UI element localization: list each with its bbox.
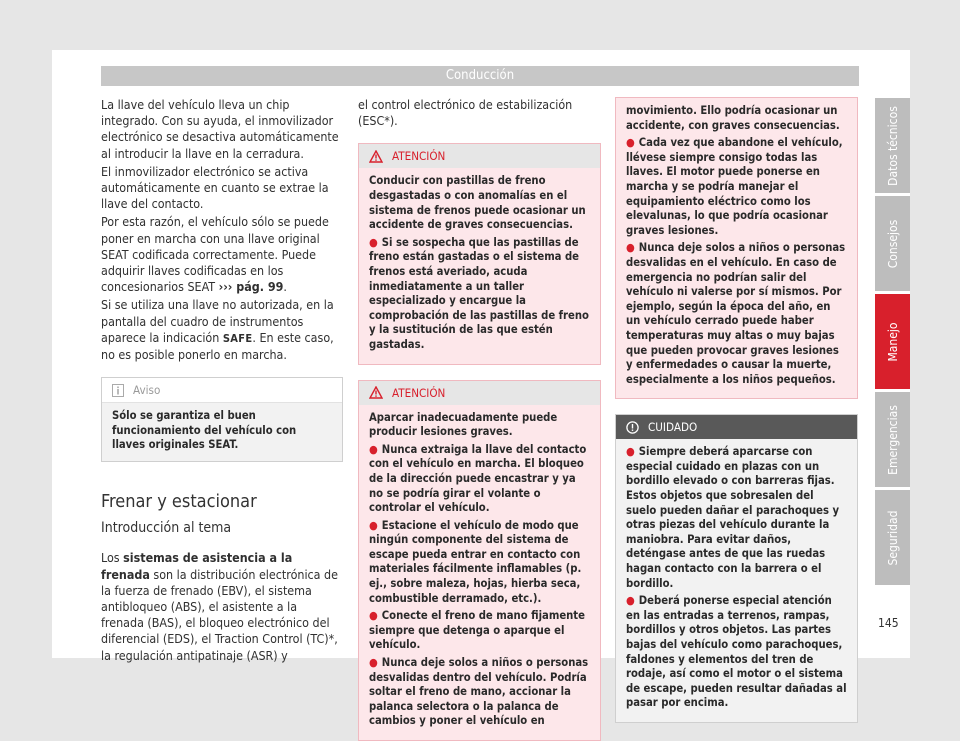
- bullet-item: [369, 236, 590, 353]
- bullet-item: [626, 445, 847, 591]
- bullet-text: Cada vez que abandone el vehículo, llévese siempre consigo todas las llaves. El motor puede ponerse en marcha y se podría manejar el equipamiento eléctrico como los elevalunas, lo que podría ocasionar graves lesiones.: [626, 136, 843, 237]
- atencion-box-2: [358, 380, 601, 741]
- paragraph: Por esta razón, el vehículo sólo se puede poner en marcha con una llave original SEAT codificada correctamente. Puede adquirir llaves codificadas en los concesionarios SEAT ››› pág. 99.: [101, 214, 329, 295]
- atencion-label: ATENCIÓN: [392, 149, 446, 164]
- page-header: Conducción: [101, 66, 859, 86]
- info-icon: [112, 384, 124, 397]
- bullet-icon: ●: [369, 442, 378, 456]
- atencion-body: [359, 405, 600, 740]
- aviso-label: Aviso: [133, 383, 161, 398]
- bullet-item: [626, 241, 847, 387]
- aviso-box: [101, 377, 343, 462]
- tab-manejo[interactable]: [875, 294, 910, 389]
- bullet-text: Siempre deberá aparcarse con especial cuidado en plazas con un bordillo elevado o con barreras fijas. Estos objetos que sobresalen del suelo pueden dañar el parachoques y otras piezas del vehículo durante la maniobra. Para evitar daños, deténgase antes de que las ruedas hagan contacto con la barrera o el bordillo.: [626, 445, 840, 590]
- page-reference-link[interactable]: ››› pág. 99: [218, 279, 284, 295]
- page-number: 145: [878, 616, 899, 630]
- bullet-text: Nunca deje solos a niños o personas desvalidas dentro del vehículo. Podría soltar el freno de mano, accionar la palanca selectora o la palanca de cambios y poner el vehículo en: [369, 656, 589, 728]
- tab-label: Emergencias: [885, 404, 900, 475]
- aviso-body: Sólo se garantiza el buen funcionamiento del vehículo con llaves originales SEAT.: [102, 403, 342, 461]
- atencion-header: [359, 381, 600, 405]
- paragraph-text: Por esta razón, el vehículo sólo se puede poner en marcha con una llave original SEAT codificada correctamente. Puede adquirir llaves codificadas en los concesionarios SEAT: [101, 214, 329, 295]
- paragraph: La llave del vehículo lleva un chip integrado. Con su ayuda, el inmovilizador electrónico se desactiva automáticamente al introducir la llave en la cerradura.: [101, 97, 339, 161]
- bullet-text: Nunca deje solos a niños o personas desvalidas en el vehículo. En caso de emergencia no podrían salir del vehículo ni valerse por sí mismos. Por ejemplo, según la época del año, en un vehículo cerrado puede haber temperaturas muy altas o muy bajas que pueden provocar graves lesiones y enfermedades o causar la muerte, especialmente a los niños pequeños.: [626, 241, 846, 386]
- tab-seguridad[interactable]: [875, 490, 910, 585]
- atencion-intro: movimiento. Ello podría ocasionar un accidente, con graves consecuencias.: [626, 104, 840, 132]
- tab-label: Seguridad: [885, 510, 900, 565]
- atencion-box-continued: [615, 97, 858, 399]
- bullet-icon: ●: [369, 235, 378, 249]
- paragraph: El inmovilizador electrónico se activa automáticamente en cuanto se extrae la llave del contacto.: [101, 163, 329, 212]
- aviso-header: [102, 378, 342, 403]
- bullet-item: [369, 443, 590, 516]
- atencion-body: [359, 168, 600, 363]
- tab-label: Consejos: [885, 219, 900, 268]
- bullet-text: Conecte el freno de mano fijamente siempre que detenga o aparque el vehículo.: [369, 609, 585, 652]
- bullet-item: [626, 136, 847, 238]
- bullet-icon: ●: [369, 518, 378, 532]
- cuidado-box: [615, 414, 858, 723]
- tab-datos-tecnicos[interactable]: [875, 98, 910, 193]
- bullet-text: Si se sospecha que las pastillas de freno están gastadas o el sistema de frenos está averiado, acuda inmediatamente a un taller especializado y encargue la comprobación de las pastillas de freno y la sustitución de las que estén gastadas.: [369, 235, 589, 351]
- section-title: Frenar y estacionar: [101, 491, 257, 513]
- atencion-label: ATENCIÓN: [392, 385, 446, 400]
- bullet-text: Deberá ponerse especial atención en las entradas a terrenos, rampas, bordillos y otros objetos. Las partes bajas del vehículo como parachoques, faldones y elementos del tren de rodaje, así como el motor o el sistema de escape, pueden resultar dañadas al pasar por encima.: [626, 594, 847, 710]
- bold-term: sistemas de asistencia a la frenada: [101, 550, 293, 582]
- caution-circle-icon: [626, 421, 639, 434]
- tab-label: Datos técnicos: [885, 105, 900, 186]
- cuidado-body: [616, 439, 857, 722]
- bullet-icon: ●: [369, 609, 378, 623]
- bullet-item: [369, 519, 590, 607]
- warning-triangle-icon: [369, 150, 383, 163]
- tab-consejos[interactable]: [875, 196, 910, 291]
- column-3: [615, 97, 858, 723]
- bullet-item: [626, 594, 847, 711]
- paragraph: [101, 550, 343, 663]
- paragraph-text: . En este caso, no es posible ponerlo en marcha.: [101, 329, 334, 363]
- paragraph-text: son la distribución electrónica de la fuerza de frenado (EBV), el sistema antibloqueo (ABS), el asistente a la frenada (BAS), el bloqueo electrónico del diferencial (EDS), el Traction Control (TC)*, la regulación antipatinaje (ASR) y: [101, 566, 338, 663]
- atencion-intro: Aparcar inadecuadamente puede producir lesiones graves.: [369, 410, 558, 439]
- cuidado-label: CUIDADO: [648, 420, 698, 435]
- bullet-text: Nunca extraiga la llave del contacto con el vehículo en marcha. El bloqueo de la dirección puede encastrar y ya no se podría girar el volante o controlar el vehículo.: [369, 442, 587, 515]
- bullet-icon: ●: [369, 656, 378, 670]
- tab-emergencias[interactable]: [875, 392, 910, 487]
- column-2: [358, 97, 601, 741]
- paragraph: [101, 297, 343, 363]
- paragraph: el control electrónico de estabilización (ESC*).: [358, 97, 573, 129]
- paragraph-text: Los: [101, 550, 120, 566]
- atencion-body: [616, 98, 857, 398]
- bullet-icon: ●: [626, 136, 635, 150]
- bullet-item: [369, 656, 590, 729]
- paragraph-text: Si se utiliza una llave no autorizada, en la pantalla del cuadro de instrumentos aparece la indicación: [101, 297, 334, 345]
- bullet-item: [369, 609, 590, 653]
- column-1: [101, 97, 343, 666]
- section-subtitle: Introducción al tema: [101, 520, 232, 537]
- bullet-text: Estacione el vehículo de modo que ningún componente del sistema de escape pueda entrar en contacto con materiales fácilmente inflamables (p. ej., sobre maleza, hojas, hierba seca, combustible derramado, etc.).: [369, 518, 582, 605]
- atencion-header: [359, 144, 600, 168]
- bullet-icon: ●: [626, 594, 635, 608]
- atencion-box-1: [358, 143, 601, 364]
- atencion-intro: Conducir con pastillas de freno desgastadas o con anomalías en el sistema de frenos puede ocasionar un accidente de graves consecuencias.: [369, 174, 586, 232]
- safe-indicator-symbol: SAFE: [222, 331, 253, 345]
- cuidado-header: [616, 415, 857, 439]
- tab-label: Manejo: [885, 321, 900, 362]
- warning-triangle-icon: [369, 386, 383, 399]
- bullet-icon: ●: [626, 241, 635, 255]
- bullet-icon: ●: [626, 445, 635, 459]
